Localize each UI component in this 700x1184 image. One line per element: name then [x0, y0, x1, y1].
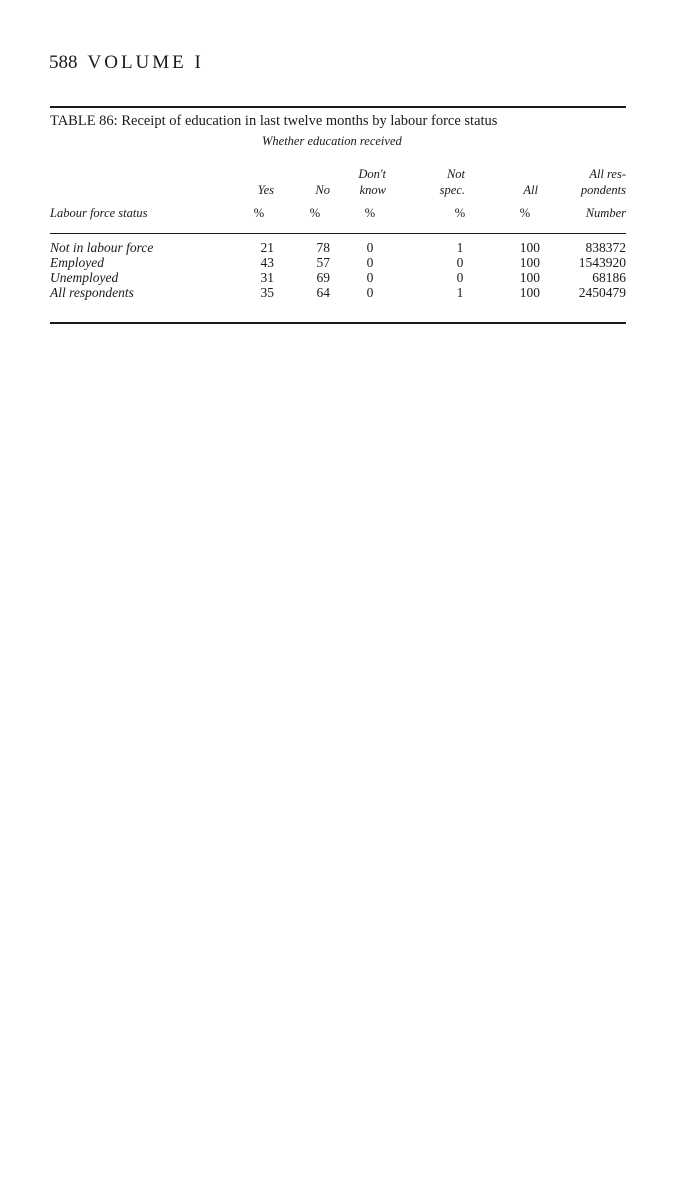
cell-yes: 35	[260, 285, 274, 300]
col-header-yes: Yes	[257, 183, 274, 197]
unit-all: %	[519, 206, 531, 220]
cell-no: 78	[316, 240, 330, 255]
table-bottom-rule	[50, 322, 626, 324]
running-head	[49, 52, 204, 74]
unit-no: %	[309, 206, 321, 220]
cell-all: 100	[519, 270, 540, 285]
row-label: Unemployed	[50, 270, 119, 285]
row-label: Not in labour force	[50, 240, 154, 255]
cell-no: 69	[316, 270, 330, 285]
cell-not-spec: 1	[456, 240, 464, 255]
table-body	[50, 240, 626, 300]
cell-all: 100	[519, 255, 540, 270]
cell-no: 64	[316, 285, 330, 300]
table-title: TABLE 86: Receipt of education in last twelve months by labour force status	[50, 113, 498, 129]
cell-number: 68186	[592, 270, 626, 285]
col-header-dont-know: Don't know	[358, 167, 386, 197]
table-top-rule	[50, 106, 626, 108]
stub-header: Labour force status	[50, 206, 148, 220]
unit-dont-know: %	[364, 206, 376, 220]
table-row	[50, 240, 626, 255]
cell-yes: 43	[260, 255, 274, 270]
table-row	[50, 255, 626, 270]
cell-dont-know: 0	[366, 270, 374, 285]
cell-not-spec: 1	[456, 285, 464, 300]
cell-not-spec: 0	[456, 270, 464, 285]
cell-dont-know: 0	[366, 285, 374, 300]
page-number: 588	[49, 52, 78, 73]
volume-label: VOLUME I	[87, 52, 204, 73]
header-rule	[50, 233, 626, 234]
cell-number: 2450479	[578, 285, 626, 300]
col-header-not-spec: Not spec.	[439, 167, 465, 197]
cell-yes: 21	[260, 240, 274, 255]
table-row	[50, 285, 626, 300]
cell-all: 100	[519, 285, 540, 300]
col-header-no: No	[315, 183, 330, 197]
row-label: Employed	[50, 255, 104, 270]
cell-not-spec: 0	[456, 255, 464, 270]
cell-yes: 31	[260, 270, 274, 285]
cell-no: 57	[316, 255, 330, 270]
table-row	[50, 270, 626, 285]
unit-yes: %	[253, 206, 265, 220]
unit-not-spec: %	[454, 206, 466, 220]
column-spanner-heading: Whether education received	[262, 134, 402, 148]
col-header-all-respondents: All res- pondents	[580, 167, 626, 197]
row-label: All respondents	[50, 285, 134, 300]
cell-number: 1543920	[578, 255, 626, 270]
cell-dont-know: 0	[366, 255, 374, 270]
col-header-all: All	[523, 183, 538, 197]
unit-all-respondents: Number	[585, 206, 626, 220]
cell-dont-know: 0	[366, 240, 374, 255]
cell-all: 100	[519, 240, 540, 255]
cell-number: 838372	[585, 240, 626, 255]
